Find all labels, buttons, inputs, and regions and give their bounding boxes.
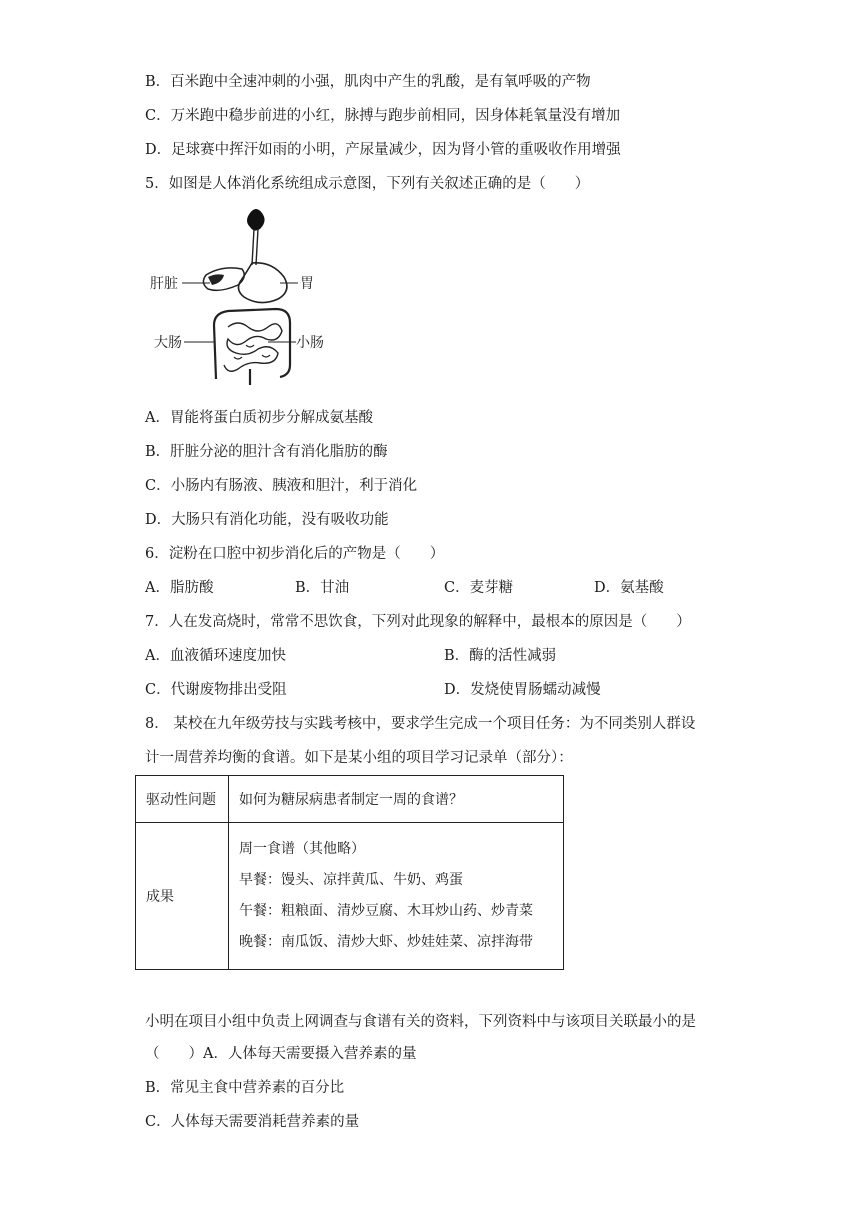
q8-stem-line1: 8． 某校在九年级劳技与实践考核中，要求学生完成一个项目任务：为不同类别人群设 [145, 716, 696, 732]
q7-option-b: B．酶的活性减弱 [444, 648, 557, 664]
q4-option-d: D．足球赛中挥汗如雨的小明，产尿量减少，因为肾小管的重吸收作用增强 [145, 142, 621, 158]
table-cell-driving-question: 如何为糖尿病患者制定一周的食谱？ [229, 776, 564, 823]
q7-stem: 7．人在发高烧时，常常不思饮食，下列对此现象的解释中，最根本的原因是（ ） [145, 614, 691, 630]
table-cell-result-head: 成果 [136, 823, 229, 970]
menu-line: 早餐：馒头、凉拌黄瓜、牛奶、鸡蛋 [239, 872, 463, 888]
stomach-shape [238, 263, 286, 303]
q6-option-a: A．脂肪酸 [145, 580, 214, 596]
q8-question-line2: （ ）A．人体每天需要摄入营养素的量 [145, 1046, 417, 1062]
menu-line: 午餐：粗粮面、清炒豆腐、木耳炒山药、炒青菜 [239, 903, 533, 919]
q4-option-c: C．万米跑中稳步前进的小红，脉搏与跑步前相同，因身体耗氧量没有增加 [145, 108, 621, 124]
q8-option-c: C．人体每天需要消耗营养素的量 [145, 1114, 360, 1130]
label-small-intestine: 小肠 [296, 335, 324, 351]
q7-option-a: A．血液循环速度加快 [145, 648, 286, 664]
q7-option-d: D．发烧使胃肠蠕动减慢 [444, 682, 601, 698]
q4-option-b: B．百米跑中全速冲刺的小强，肌肉中产生的乳酸，是有氧呼吸的产物 [145, 74, 591, 90]
menu-line: 周一食谱（其他略） [239, 841, 365, 857]
mouth-shape [247, 209, 265, 231]
label-large-intestine: 大肠 [154, 335, 182, 351]
table-cell-result [229, 823, 564, 970]
q7-option-c: C．代谢废物排出受阻 [145, 682, 287, 698]
q8-option-b: B．常见主食中营养素的百分比 [145, 1080, 345, 1096]
q8-question-line1: 小明在项目小组中负责上网调查与食谱有关的资料，下列资料中与该项目关联最小的是 [145, 1014, 696, 1030]
esophagus-shape [252, 229, 258, 265]
q5-option-b: B．肝脏分泌的胆汁含有消化脂肪的酶 [145, 444, 388, 460]
digestive-system-diagram [150, 205, 330, 385]
q6-stem: 6．淀粉在口腔中初步消化后的产物是（ ） [145, 546, 445, 562]
q8-stem-line2: 计一周营养均衡的食谱。如下是某小组的项目学习记录单（部分）： [145, 750, 573, 766]
menu-line: 晚餐：南瓜饭、清炒大虾、炒娃娃菜、凉拌海带 [239, 934, 533, 950]
q5-option-c: C．小肠内有肠液、胰液和胆汁，利于消化 [145, 478, 418, 494]
q5-option-d: D．大肠只有消化功能，没有吸收功能 [145, 512, 389, 528]
small-intestine-shape [224, 323, 282, 371]
q5-stem: 5．如图是人体消化系统组成示意图，下列有关叙述正确的是（ ） [145, 176, 590, 192]
label-liver: 肝脏 [150, 276, 178, 292]
q5-option-a: A．胃能将蛋白质初步分解成氨基酸 [145, 410, 373, 426]
q6-option-c: C．麦芽糖 [444, 580, 514, 596]
q6-option-b: B．甘油 [295, 580, 350, 596]
table-cell-driving-question-head: 驱动性问题 [136, 776, 229, 823]
label-stomach: 胃 [300, 276, 314, 292]
q6-option-d: D．氨基酸 [594, 580, 664, 596]
project-record-table [135, 775, 564, 970]
